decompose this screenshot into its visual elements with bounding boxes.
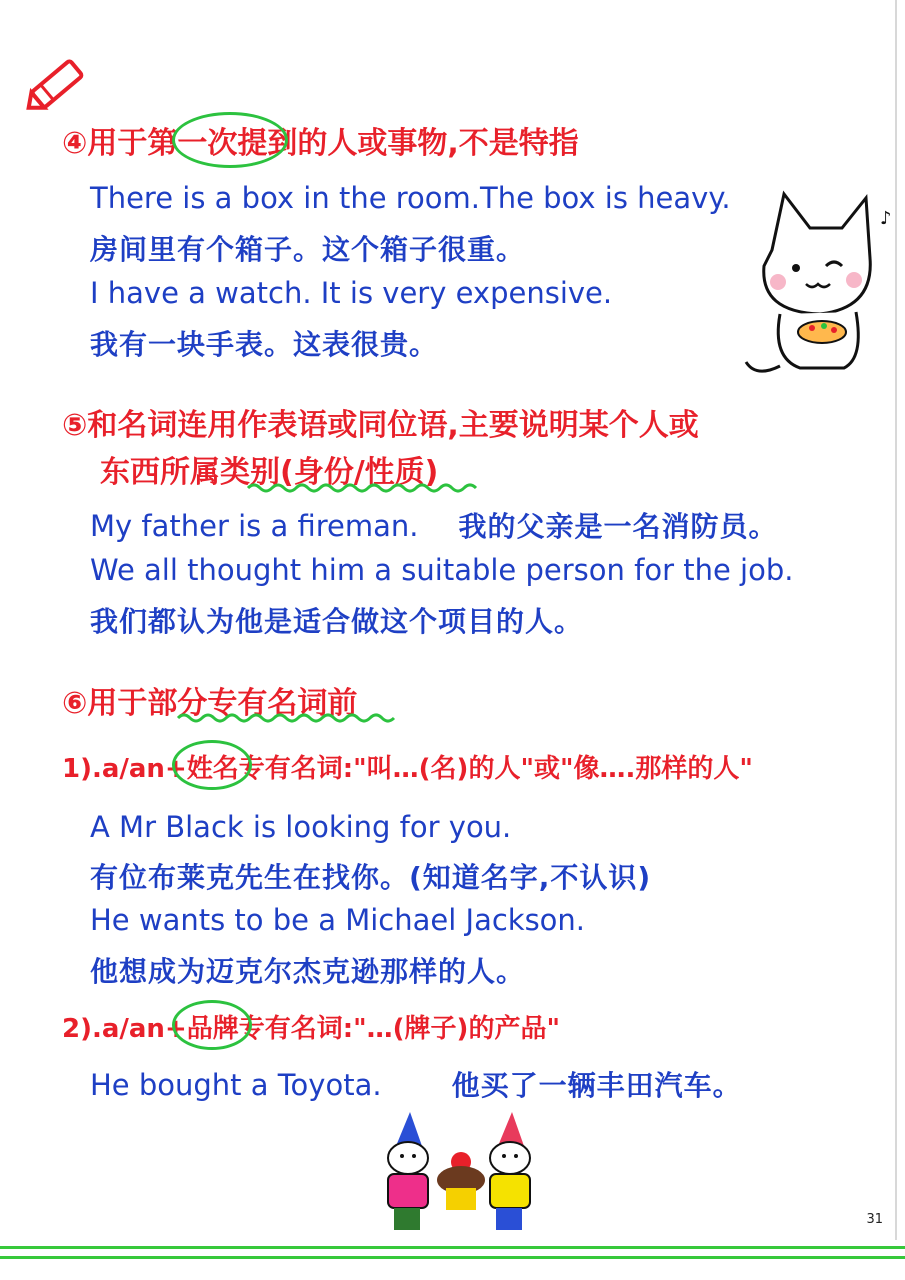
example-cn: 房间里有个箱子。这个箱子很重。	[90, 233, 526, 266]
example-en: He bought a Toyota.	[90, 1068, 382, 1102]
example-en: A Mr Black is looking for you.	[90, 810, 512, 844]
example-cn: 有位布莱克先生在找你。(知道名字,不认识)	[90, 861, 652, 894]
subheading-1: 1).a/an+姓名专有名词:"叫…(名)的人"或"像….那样的人"	[62, 754, 753, 784]
example-row	[90, 1064, 742, 1104]
example-en: I have a watch. It is very expensive.	[90, 276, 613, 310]
section-4-heading: ④用于第一次提到的人或事物,不是特指	[62, 126, 579, 161]
wavy-underline	[176, 711, 398, 725]
example-cn: 我的父亲是一名消防员。	[458, 510, 778, 543]
svg-text:♪: ♪	[880, 208, 892, 229]
section-5-heading: ⑤和名词连用作表语或同位语,主要说明某个人或	[62, 408, 699, 443]
section-6-heading: ⑥用于部分专有名词前	[62, 686, 358, 721]
page-number: 31	[866, 1212, 883, 1227]
example-cn: 我有一块手表。这表很贵。	[90, 328, 439, 361]
highlight-circle	[172, 112, 288, 168]
wavy-underline	[246, 481, 482, 495]
gnomes-illustration	[366, 1110, 556, 1250]
pencil-icon	[18, 48, 96, 120]
section-5-heading-cont: 东西所属类别(身份/性质)	[100, 455, 439, 490]
example-en: There is a box in the room.The box is heavy.	[90, 181, 731, 215]
example-en: He wants to be a Michael Jackson.	[90, 903, 586, 937]
subheading-2: 2).a/an+品牌专有名词:"…(牌子)的产品"	[62, 1014, 560, 1044]
highlight-circle	[172, 1000, 252, 1050]
example-cn: 我们都认为他是适合做这个项目的人。	[90, 605, 584, 638]
example-row	[90, 505, 778, 545]
page-edge-rule	[895, 0, 897, 1240]
highlight-circle	[172, 740, 252, 790]
example-en: We all thought him a suitable person for the job.	[90, 553, 794, 587]
example-cn: 他买了一辆丰田汽车。	[451, 1069, 742, 1102]
footer-rule	[0, 1256, 905, 1259]
example-cn: 他想成为迈克尔杰克逊那样的人。	[90, 955, 526, 988]
footer-rule	[0, 1246, 905, 1249]
cat-illustration	[740, 188, 900, 384]
example-en: My father is a fireman.	[90, 509, 419, 543]
